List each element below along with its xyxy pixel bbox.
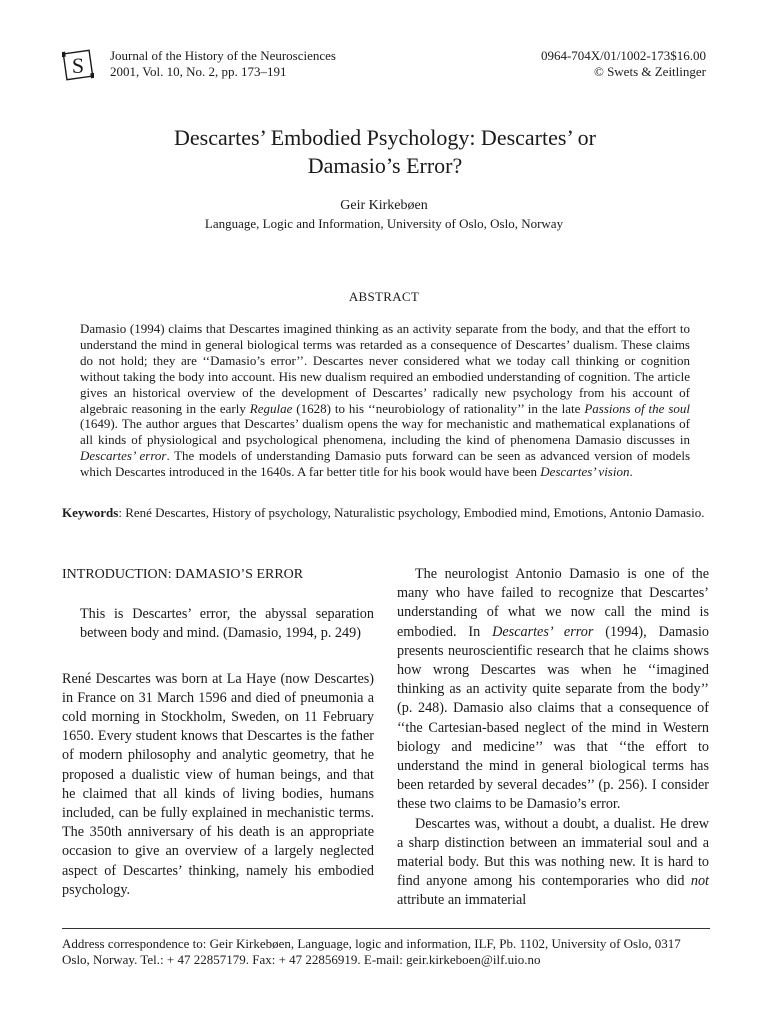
damasio-paragraph: The neurologist Antonio Damasio is one of the many who have failed to recognize that Descartes’ understanding of what we now call the mind is embodied. In Descartes’ error (1994), Damasio presents neuroscientific research that he claims shows how wrong Descartes was when he ‘‘imagined thinking as an activity quite separate from the body’’ (p. 248). Damasio also claims that a consequence of ‘‘the Cartesian-based neglect of the mind in Western biology and medicine’’ was that ‘‘the effort to understand the mind in general biological terms has been retarded by several decades’’ (p. 256). I consider these two claims to be Damasio’s error.: [397, 566, 709, 813]
keywords: [62, 505, 710, 521]
epigraph-quote: This is Descartes’ error, the abyssal separation between body and mind. (Damasio, 1994, p. 249): [80, 606, 374, 642]
correspondence-footnote: Address correspondence to: Geir Kirkebøen, Language, logic and information, ILF, Pb. 1102, University of Oslo, 0317 Oslo, Norway. Tel.: + 47 22857179. Fax: + 47 22856919. E-mail: geir.kirkeboen@ilf.uio.no: [62, 936, 681, 967]
journal-volume: 2001, Vol. 10, No. 2, pp. 173–191: [110, 64, 287, 79]
journal-name: Journal of the History of the Neurosciences: [110, 48, 336, 63]
left-column: [62, 565, 374, 900]
publisher-logo-icon: [62, 49, 94, 81]
intro-paragraph: René Descartes was born at La Haye (now Descartes) in France on 31 March 1596 and died of pneumonia a cold morning in Stockholm, Sweden, on 11 February 1650. Every student knows that Descartes is the father of modern philosophy and analytic geometry, that he proposed a dualistic view of human beings, and that he claimed that all kinds of living bodies, humans included, can be fully explained in mechanistic terms. The 350th anniversary of his death is an appropriate occasion to give an overview of a largely neglected aspect of Descartes’ thinking, namely his embodied psychology.: [62, 670, 374, 898]
right-column: [397, 565, 709, 911]
dualist-paragraph: Descartes was, without a doubt, a dualist. He drew a sharp distinction between an immaterial soul and a material body. But this was nothing new. It is hard to find anyone among his contemporaries who did not attribute an immaterial: [397, 815, 709, 909]
abstract-title-passions: Passions of the soul: [584, 400, 690, 416]
publisher-info: [541, 48, 706, 80]
keywords-label: Keywords: [62, 505, 119, 520]
author-name: Geir Kirkebøen: [340, 198, 428, 213]
section-heading: INTRODUCTION: DAMASIO’S ERROR: [62, 567, 304, 582]
abstract-title-error: Descartes’ error: [80, 448, 167, 464]
footnote-divider: [62, 928, 710, 929]
abstract-heading: ABSTRACT: [348, 289, 420, 304]
issn: 0964-704X/01/1002-173$16.00: [540, 48, 706, 63]
abstract-title-regulae: Regulae: [249, 400, 293, 416]
abstract-text: Damasio (1994) claims that Descartes imagined thinking as an activity separate from the body, and that the effort to understand the mind in general biological terms was retarded as a consequence of Descartes’ dualism. These claims do not hold; they are ‘‘Damasio’s error’’. Descartes never considered what we today call thinking or cognition without taking the body into account. His new dualism required an embodied understanding of cognition. The article gives an historical overview of the development of Descartes’ radically new psychology from his account of algebraic reasoning in the early Regulae (1628) to his ‘‘neurobiology of rationality’’ in the late Passions of the soul (1649). The author argues that Descartes’ dualism opens the way for mechanistic and mathematical explanations of all kinds of physiological and psychological phenomena, including the kind of phenomena Damasio discusses in Descartes’ error. The models of understanding Damasio puts forward can be seen as advanced version of models which Descartes introduced in the 1640s. A far better title for his book would have been Descartes’ vision.: [80, 321, 690, 480]
copyright: © Swets & Zeitlinger: [593, 64, 706, 79]
journal-citation: [110, 48, 336, 80]
article-title: [80, 124, 690, 180]
abstract-title-vision: Descartes’ vision: [540, 464, 630, 480]
title-line-1: Descartes’ Embodied Psychology: Descartes’ or: [174, 125, 596, 150]
author-affiliation: Language, Logic and Information, University of Oslo, Oslo, Norway: [204, 216, 564, 231]
title-line-2: Damasio’s Error?: [307, 153, 463, 178]
keywords-list: : René Descartes, History of psychology, Naturalistic psychology, Embodied mind, Emotions, Antonio Damasio.: [118, 505, 705, 520]
logo-letter: S: [71, 53, 85, 78]
